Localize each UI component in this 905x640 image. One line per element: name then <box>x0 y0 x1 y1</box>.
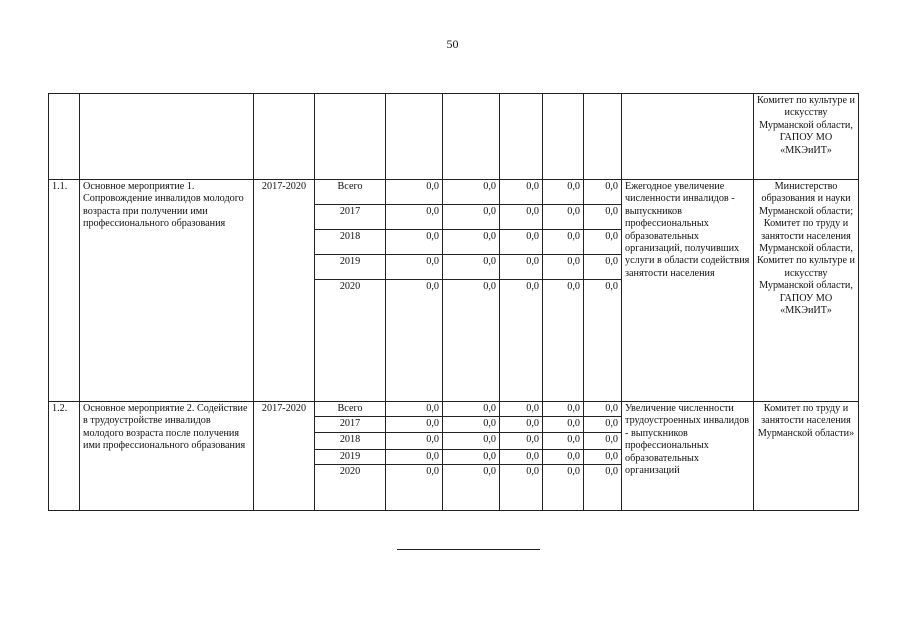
funding-value: 0,0 <box>443 449 500 464</box>
funding-value: 0,0 <box>584 230 622 255</box>
funding-value: 0,0 <box>543 449 584 464</box>
responsible-executor: Комитет по культуре и искусству Мурманской области, ГАПОУ МО «МКЭиИТ» <box>754 94 859 180</box>
funding-value: 0,0 <box>584 417 622 432</box>
funding-value: 0,0 <box>584 280 622 402</box>
activity-name <box>80 94 254 180</box>
table-body <box>49 94 859 511</box>
funding-value: 0,0 <box>500 230 543 255</box>
table-row <box>49 180 859 205</box>
funding-value: 0,0 <box>386 280 443 402</box>
year-label: Всего <box>315 402 386 417</box>
year-label: Всего <box>315 180 386 205</box>
funding-value <box>543 94 584 180</box>
funding-value: 0,0 <box>543 280 584 402</box>
activity-number: 1.2. <box>49 402 80 511</box>
funding-value: 0,0 <box>584 255 622 280</box>
funding-value: 0,0 <box>584 402 622 417</box>
responsible-executor: Комитет по труду и занятости населения Мурманской области» <box>754 402 859 511</box>
year-label: 2019 <box>315 449 386 464</box>
expected-result: Увеличение численности трудоустроенных инвалидов - выпускников профессиональных образовательных организаций <box>622 402 754 511</box>
year-label: 2017 <box>315 205 386 230</box>
activity-period <box>254 94 315 180</box>
page-number: 50 <box>446 37 459 51</box>
activity-name: Основное мероприятие 2. Содействие в трудоустройстве инвалидов молодого возраста после получения ими профессионального образования <box>80 402 254 511</box>
funding-value <box>386 94 443 180</box>
funding-value: 0,0 <box>443 280 500 402</box>
funding-value <box>500 94 543 180</box>
funding-value: 0,0 <box>443 205 500 230</box>
funding-value: 0,0 <box>386 449 443 464</box>
footnote-separator <box>397 549 540 550</box>
funding-value: 0,0 <box>443 417 500 432</box>
funding-value: 0,0 <box>500 465 543 511</box>
funding-value: 0,0 <box>543 230 584 255</box>
activity-number: 1.1. <box>49 180 80 402</box>
funding-value <box>584 94 622 180</box>
year-label: 2017 <box>315 417 386 432</box>
activity-period: 2017-2020 <box>254 180 315 402</box>
funding-value: 0,0 <box>500 180 543 205</box>
funding-value: 0,0 <box>443 465 500 511</box>
program-activities-table <box>48 93 859 511</box>
table-row <box>49 402 859 417</box>
year-label <box>315 94 386 180</box>
activity-period: 2017-2020 <box>254 402 315 511</box>
funding-value: 0,0 <box>584 205 622 230</box>
funding-value: 0,0 <box>543 465 584 511</box>
funding-value: 0,0 <box>386 432 443 449</box>
expected-result <box>622 94 754 180</box>
funding-value: 0,0 <box>386 465 443 511</box>
funding-value: 0,0 <box>386 205 443 230</box>
funding-value: 0,0 <box>500 449 543 464</box>
funding-value: 0,0 <box>443 230 500 255</box>
activity-number <box>49 94 80 180</box>
table-row <box>49 94 859 180</box>
year-label: 2020 <box>315 465 386 511</box>
year-label: 2020 <box>315 280 386 402</box>
activity-name: Основное мероприятие 1. Сопровождение инвалидов молодого возраста при получении ими профессионального образования <box>80 180 254 402</box>
funding-value <box>443 94 500 180</box>
funding-value: 0,0 <box>443 255 500 280</box>
funding-value: 0,0 <box>584 180 622 205</box>
funding-value: 0,0 <box>543 180 584 205</box>
year-label: 2018 <box>315 230 386 255</box>
funding-value: 0,0 <box>500 280 543 402</box>
funding-value: 0,0 <box>500 417 543 432</box>
funding-value: 0,0 <box>543 255 584 280</box>
funding-value: 0,0 <box>500 205 543 230</box>
funding-value: 0,0 <box>543 432 584 449</box>
funding-value: 0,0 <box>584 432 622 449</box>
funding-value: 0,0 <box>443 180 500 205</box>
funding-value: 0,0 <box>543 417 584 432</box>
expected-result: Ежегодное увеличение численности инвалидов - выпускников профессиональных образовательных организаций, получивших услуги в области содействия занятости населения <box>622 180 754 402</box>
year-label: 2018 <box>315 432 386 449</box>
funding-value: 0,0 <box>386 255 443 280</box>
funding-value: 0,0 <box>386 230 443 255</box>
funding-value: 0,0 <box>584 449 622 464</box>
funding-value: 0,0 <box>443 402 500 417</box>
funding-value: 0,0 <box>500 432 543 449</box>
funding-value: 0,0 <box>543 205 584 230</box>
funding-value: 0,0 <box>584 465 622 511</box>
funding-value: 0,0 <box>443 432 500 449</box>
funding-value: 0,0 <box>386 180 443 205</box>
year-label: 2019 <box>315 255 386 280</box>
responsible-executor: Министерство образования и науки Мурманской области; Комитет по труду и занятости населения Мурманской области, Комитет по культуре и искусству Мурманской области, ГАПОУ МО «МКЭиИТ» <box>754 180 859 402</box>
funding-value: 0,0 <box>543 402 584 417</box>
funding-value: 0,0 <box>500 402 543 417</box>
funding-value: 0,0 <box>386 417 443 432</box>
funding-value: 0,0 <box>386 402 443 417</box>
funding-value: 0,0 <box>500 255 543 280</box>
